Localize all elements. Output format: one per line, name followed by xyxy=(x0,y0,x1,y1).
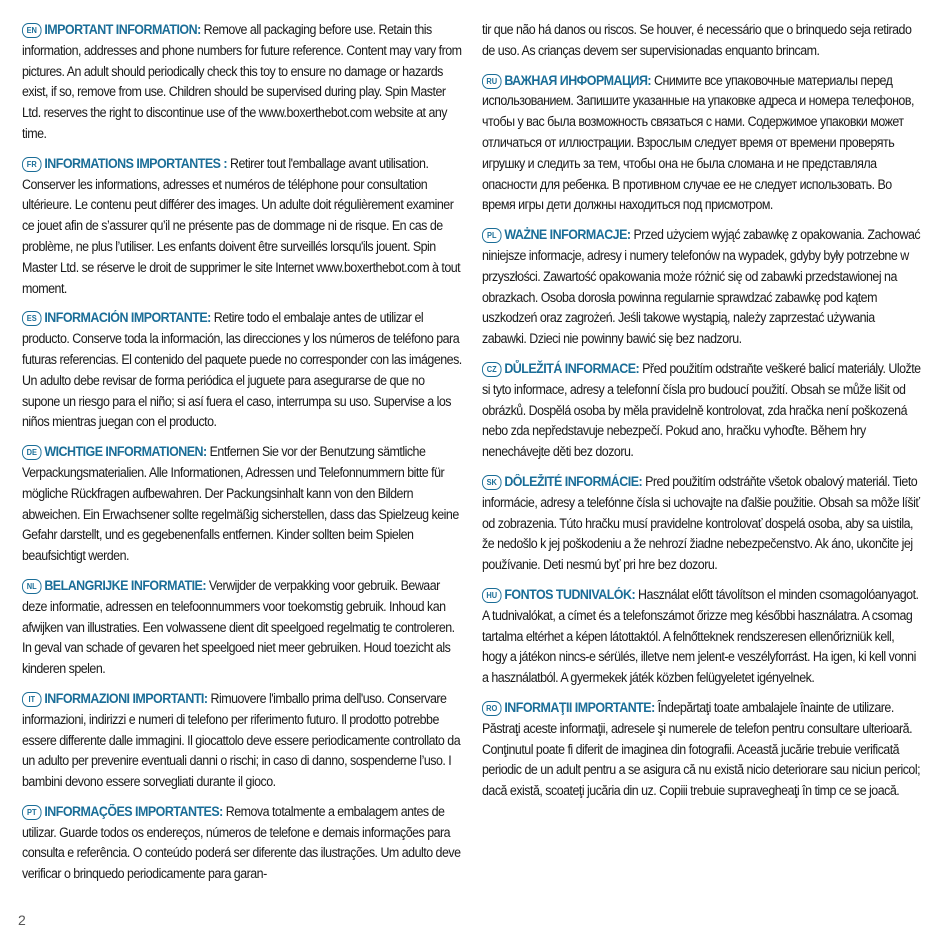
section-pt xyxy=(22,802,462,885)
language-badge-es: ES xyxy=(22,311,42,326)
left-column xyxy=(22,20,462,894)
section-body: tir que não há danos ou riscos. Se houver, é necessário que o brinquedo seja retirado de uso. As crianças devem ser supervisionadas enquanto brincam. xyxy=(482,22,912,58)
language-badge-fr: FR xyxy=(22,157,42,172)
section-heading: INFORMAŢII IMPORTANTE: xyxy=(504,699,655,715)
section-heading: WICHTIGE INFORMATIONEN: xyxy=(44,444,207,460)
section-heading: FONTOS TUDNIVALÓK: xyxy=(504,586,636,602)
section-body: Pred použitím odstráňte všetok obalový materiál. Tieto informácie, adresy a telefónne čísla si uchovajte na ďalšie použitie. Obsah sa môže líšiť od zobrazenia. Túto hračku musí pravidelne kontrolovať dospelá osoba, aby sa uistila, že nedošlo k jej poškodeniu a že nehrozí žiadne nebezpečenstvo. Ak áno, ukončite jej používanie. Deti nesmú byť pri hre bez dozoru. xyxy=(482,473,920,573)
language-badge-sk: SK xyxy=(482,475,502,490)
language-badge-pt: PT xyxy=(22,805,42,820)
section-heading: DŮLEŽITÁ INFORMACE: xyxy=(504,360,640,376)
language-badge-de: DE xyxy=(22,445,42,460)
section-heading: INFORMAÇÕES IMPORTANTES: xyxy=(44,803,223,819)
section-heading: IMPORTANT INFORMATION: xyxy=(44,22,201,37)
language-badge-ro: RO xyxy=(482,701,502,716)
section-body: Retirer tout l'emballage avant utilisation. Conserver les informations, adresses et numéros de téléphone pour consultation ultérieure. Le contenu peut différer des images. Un adulte doit régulièrement examiner ce jouet afin de s’assurer qu’il ne présente pas de dommage ni de risque. En cas de problème, ne plus l’utiliser. Les enfants doivent être surveillés lorsqu'ils jouent. Spin Master Ltd. se réserve le droit de supprimer le site Internet www.boxerthebot.com à tout moment. xyxy=(22,155,461,296)
language-badge-en: EN xyxy=(22,23,42,38)
section-en xyxy=(22,20,462,145)
section-body: Před použitím odstraňte veškeré balicí materiály. Uložte si tyto informace, adresy a telefonní čísla pro budoucí použití. Obsah se může lišit od obrázků. Dospělá osoba by měla pravidelně kontrolovat, zda hračka není poškozená nebo zda nepředstavuje nebezpečí. Pokud ano, hračku vyhoďte. Během hry nenechávejte děti bez dozoru. xyxy=(482,360,921,460)
section-heading: INFORMATIONS IMPORTANTES : xyxy=(44,155,228,171)
language-badge-cz: CZ xyxy=(482,362,502,377)
section-de xyxy=(22,442,462,567)
section-body: Przed użyciem wyjąć zabawkę z opakowania. Zachować niniejsze informacje, adresy i numery telefonów na wypadek, gdyby były potrzebne w przyszłości. Zawartość opakowania może różnić się od zabawki przedstawionej na obrazkach. Osoba dorosła powinna regularnie sprawdzać zabawkę pod kątem uszkodzeń oraz zagrożeń. Jeśli takowe wystąpią, należy zaprzestać używania zabawki. Dzieci nie powinny bawić się bez nadzoru. xyxy=(482,227,921,347)
section-heading: INFORMAZIONI IMPORTANTI: xyxy=(44,690,208,706)
right-column xyxy=(482,20,922,811)
section-body: Retire todo el embalaje antes de utilizar el producto. Conserve toda la información, las direcciones y los números de teléfono para futuras referencias. El contenido del paquete puede no corresponder con las imágenes. Un adulto debe revisar de forma periódica el juguete para asegurarse de que no supone un riesgo para el niño; si así fuera el caso, interrumpa su uso. Supervise a los niños mientras juegan con el producto. xyxy=(22,310,462,430)
language-badge-nl: NL xyxy=(22,579,42,594)
section-body: Entfernen Sie vor der Benutzung sämtliche Verpackungsmaterialien. Alle Informationen, Adressen und Telefonnummern bitte für mögliche Rückfragen aufbewahren. Der Packungsinhalt kann von den Bildern abweichen. Ein Erwachsener sollte regelmäßig sicherstellen, dass das Spielzeug keine Gefahr darstellt, und es gegebenenfalls entfernen. Kinder sollten beim Spielen beaufsichtigt werden. xyxy=(22,444,459,564)
page-number: 2 xyxy=(18,912,26,928)
section-heading: BELANGRIJKE INFORMATIE: xyxy=(44,577,206,593)
language-badge-pl: PL xyxy=(482,228,502,243)
section-body: Rimuovere l'imballo prima dell'uso. Conservare informazioni, indirizzi e numeri di telefono per riferimento futuro. Il prodotto potrebbe essere differente dalle immagini. Il giocattolo deve essere periodicamente controllato da un adulto per prevenire eventuali danni o rischi; in caso di danno, sospenderne l’uso. I bambini devono essere sorvegliati durante il gioco. xyxy=(22,690,461,790)
section-body: Remove all packaging before use. Retain this information, addresses and phone numbers for future reference. Content may vary from pictures. An adult should periodically check this toy to ensure no damage or hazards exist, if so, remove from use. Children should be supervised during play. Spin Master Ltd. reserves the right to discontinue use of the www.boxerthebot.com website at any time. xyxy=(22,22,462,141)
section-pl xyxy=(482,225,922,350)
section-it xyxy=(22,689,462,793)
section-ro xyxy=(482,698,922,802)
section-nl xyxy=(22,576,462,680)
section-hu xyxy=(482,585,922,689)
section-pt-continued xyxy=(482,20,922,62)
section-body: Îndepărtaţi toate ambalajele înainte de utilizare. Păstraţi aceste informaţii, adresele şi numerele de telefon pentru consultare ulterioară. Conţinutul poate fi diferit de imaginea din fotografii. Această jucărie trebuie verificată periodic de un adult pentru a se asigura că nu există nicio deteriorare sau niciun pericol; dacă există, scoateţi jucăria din uz. Copiii trebuie supravegheaţi în timp ce se joacă. xyxy=(482,699,921,799)
section-body: Verwijder de verpakking voor gebruik. Bewaar deze informatie, adressen en telefoonnummers voor toekomstig gebruik. Inhoud kan afwijken van illustraties. Een volwassene dient dit speelgoed regelmatig te controleren. In geval van schade of gevaren het speelgoed niet meer gebruiken. Houd toezicht als kinderen spelen. xyxy=(22,577,455,677)
language-badge-hu: HU xyxy=(482,588,502,603)
section-ru xyxy=(482,71,922,217)
section-es xyxy=(22,308,462,433)
section-heading: WAŻNE INFORMACJE: xyxy=(504,227,631,243)
section-heading: INFORMACIÓN IMPORTANTE: xyxy=(44,310,211,326)
section-fr xyxy=(22,154,462,300)
section-cz xyxy=(482,359,922,463)
section-body: Remova totalmente a embalagem antes de utilizar. Guarde todos os endereços, números de telefone e demais informações para consulta e referência. O conteúdo poderá ser diferente das ilustrações. Um adulto deve verificar o brinquedo periodicamente para garan- xyxy=(22,803,461,882)
section-heading: DÔLEŽITÉ INFORMÁCIE: xyxy=(504,473,643,489)
language-badge-ru: RU xyxy=(482,74,502,89)
section-heading: ВАЖНАЯ ИНФОРМАЦИЯ: xyxy=(504,72,652,88)
section-sk xyxy=(482,472,922,576)
language-badge-it: IT xyxy=(22,692,42,707)
section-body: Снимите все упаковочные материалы перед использованием. Запишите указанные на упаковке адреса и номера телефонов, чтобы у вас была возможность связаться с нами. Содержимое упаковки может отличаться от иллюстрации. Взрослым следует время от времени проверять игрушку и следить за тем, чтобы она не была сломана и не представляла опасности для ребенка. В противном случае ее не следует использовать. Во время игры дети должны находиться под присмотром. xyxy=(482,72,914,213)
section-body: Használat előtt távolítson el minden csomagolóanyagot. A tudnivalókat, a címet és a telefonszámot őrizze meg későbbi használatra. A csomag tartalma eltérhet a képen látottaktól. A felnőtteknek rendszeresen ellenőrizniük kell, hogy a játékon nincs-e sérülés, illetve nem jelent-e veszélyforrást. Ha igen, ki kell vonni a használatból. A gyermekek játék közben felügyeletet igényelnek. xyxy=(482,586,919,686)
